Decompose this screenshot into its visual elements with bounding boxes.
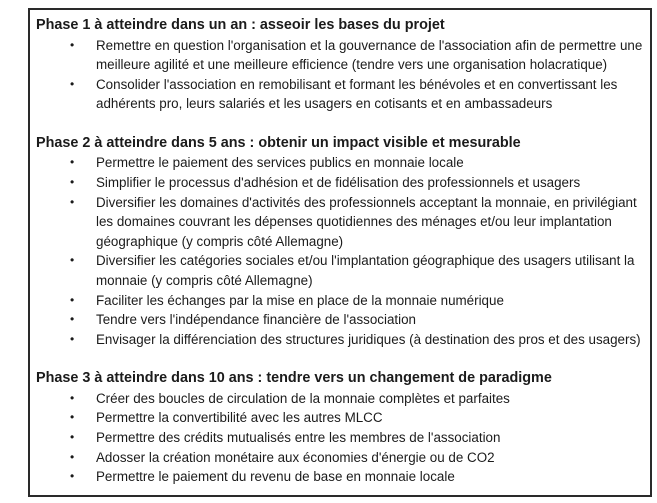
- bullet-icon: •: [70, 155, 75, 170]
- bullet-icon: •: [70, 430, 75, 444]
- list-item: [36, 310, 646, 330]
- bullet-icon: •: [70, 390, 75, 405]
- bullet-icon: •: [70, 253, 75, 268]
- list-item-text: Tendre vers l'indépendance financière de l'association: [96, 312, 416, 328]
- list-item-text: Diversifier les domaines d'activités des professionnels acceptant la monnaie, en privilégiant les domaines couvrant les dépenses quotidiennes des ménages et/ou leur implantation géographique (y compris côté Allemagne): [96, 194, 637, 249]
- list-item: [36, 75, 646, 114]
- bullet-icon: •: [70, 37, 75, 52]
- list-item-text: Simplifier le processus d'adhésion et de fidélisation des professionnels et usagers: [96, 174, 581, 190]
- list-item-text: Permettre la convertibilité avec les autres MLCC: [96, 410, 383, 426]
- list-item-text: Envisager la différenciation des structures juridiques (à destination des pros et des usagers): [96, 331, 641, 347]
- list-item: [36, 467, 646, 487]
- list-item: [36, 428, 646, 448]
- list-item: [36, 291, 646, 311]
- bullet-icon: •: [70, 410, 75, 425]
- bullet-list: [36, 36, 646, 114]
- bullet-list: [36, 389, 646, 487]
- list-item: [36, 389, 646, 409]
- list-item: [36, 193, 646, 252]
- section-phase-1: [36, 16, 646, 114]
- bullet-icon: •: [70, 331, 75, 346]
- section-heading: Phase 2 à atteindre dans 5 ans : obtenir un impact visible et mesurable: [36, 134, 521, 151]
- bullet-icon: •: [70, 469, 75, 484]
- bullet-list: [36, 153, 646, 349]
- list-item-text: Diversifier les catégories sociales et/ou l'implantation géographique des usagers utilisant la monnaie (y compris côté Allemagne): [96, 253, 635, 288]
- list-item-text: Permettre le paiement du revenu de base en monnaie locale: [96, 469, 455, 485]
- list-item: [36, 173, 646, 193]
- bullet-icon: •: [70, 449, 75, 464]
- bullet-icon: •: [70, 194, 75, 209]
- section-phase-2: [36, 134, 646, 349]
- bullet-icon: •: [70, 292, 75, 307]
- list-item-text: Permettre des crédits mutualisés entre les membres de l'association: [96, 430, 501, 445]
- document-border-box: [28, 8, 652, 497]
- list-item-text: Remettre en question l'organisation et la gouvernance de l'association afin de permettre une meilleure agilité et une meilleure efficience (tendre vers une organisation holacratique): [96, 37, 643, 73]
- bullet-icon: •: [70, 312, 75, 327]
- list-item-text: Faciliter les échanges par la mise en place de la monnaie numérique: [96, 292, 504, 308]
- list-item-text: Permettre le paiement des services publics en monnaie locale: [96, 155, 464, 171]
- section-heading: Phase 3 à atteindre dans 10 ans : tendre vers un changement de paradigme: [36, 370, 552, 387]
- bullet-icon: •: [70, 76, 75, 91]
- section-phase-3: [36, 369, 646, 486]
- bullet-icon: •: [70, 174, 75, 189]
- list-item: [36, 153, 646, 173]
- list-item-text: Consolider l'association en remobilisant et formant les bénévoles et en convertissant les adhérents pro, leurs salariés et les usagers en cotisants et en ambassadeurs: [96, 76, 618, 112]
- list-item: [36, 36, 646, 75]
- list-item-text: Adosser la création monétaire aux économies d'énergie ou de CO2: [96, 449, 495, 465]
- list-item: [36, 448, 646, 468]
- list-item-text: Créer des boucles de circulation de la monnaie complètes et parfaites: [96, 390, 510, 406]
- list-item: [36, 408, 646, 428]
- list-item: [36, 251, 646, 290]
- section-heading: Phase 1 à atteindre dans un an : asseoir les bases du projet: [36, 17, 445, 33]
- list-item: [36, 330, 646, 350]
